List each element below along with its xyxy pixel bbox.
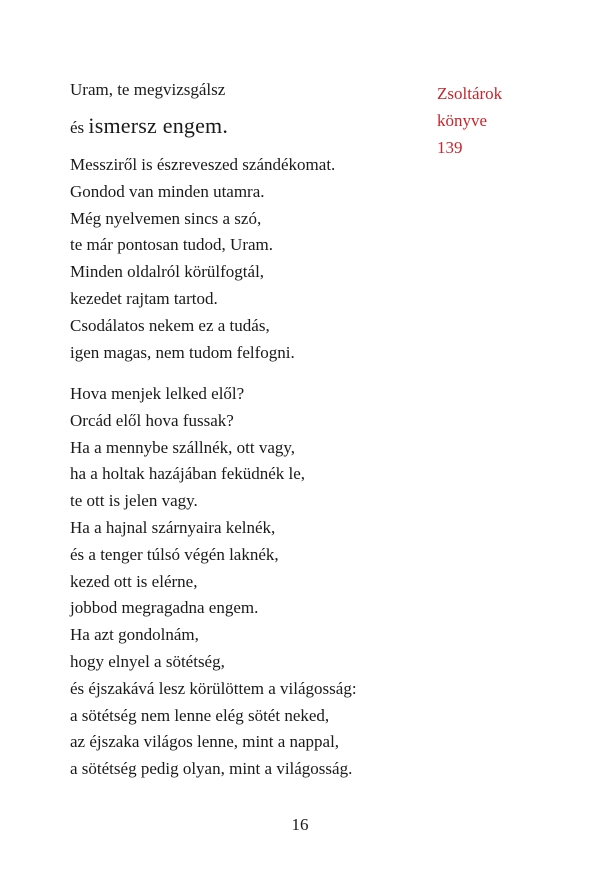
stanza-line: te már pontosan tudod, Uram. [70, 235, 274, 255]
stanza-line: és éjszakává lesz körülöttem a világosság: [70, 678, 357, 698]
psalm-title-line-2: könyve [437, 111, 488, 130]
stanza-line: Ha a hajnal szárnyaira kelnék, [70, 517, 276, 537]
stanza-line: Minden oldalról körülfogtál, [70, 262, 265, 282]
stanza-line: Ha azt gondolnám, [70, 625, 199, 645]
heading-line-2-prefix: és [70, 118, 85, 137]
stanza-line: a sötétség nem lenne elég sötét neked, [70, 705, 330, 725]
psalm-number: 139 [437, 138, 463, 157]
heading-line-2 [70, 113, 229, 138]
heading-line-2-main: ismersz engem. [88, 113, 229, 138]
stanza-line: és a tenger túlsó végén laknék, [70, 544, 279, 564]
stanza-line: a sötétség pedig olyan, mint a világosság. [70, 759, 353, 779]
stanza-line: Messziről is észreveszed szándékomat. [70, 155, 336, 174]
stanza-line: te ott is jelen vagy. [70, 491, 198, 511]
stanza-line: igen magas, nem tudom felfogni. [70, 342, 295, 362]
stanza-line: Még nyelvemen sincs a szó, [70, 208, 262, 228]
psalm-title [437, 80, 567, 161]
stanza-line: hogy elnyel a sötétség, [70, 651, 225, 671]
stanza-line: Gondod van minden utamra. [70, 181, 265, 201]
stanza-line: Orcád elől hova fussak? [70, 410, 234, 430]
stanza-line: Csodálatos nekem ez a tudás, [70, 315, 270, 335]
stanza-line: az éjszaka világos lenne, mint a nappal, [70, 732, 340, 752]
stanza-line: kezedet rajtam tartod. [70, 288, 218, 308]
stanza-line: kezed ott is elérne, [70, 571, 198, 591]
page-number: 16 [291, 815, 309, 834]
stanza-1 [70, 152, 530, 366]
heading-line-1: Uram, te megvizsgálsz [70, 80, 226, 99]
stanza-2 [70, 381, 530, 783]
stanza-line: Ha a mennybe szállnék, ott vagy, [70, 437, 296, 457]
stanza-line: ha a holtak hazájában feküdnék le, [70, 464, 306, 484]
stanza-line: Hova menjek lelked elől? [70, 384, 245, 403]
psalm-title-line-1: Zsoltárok [437, 84, 503, 103]
stanza-line: jobbod megragadna engem. [70, 598, 259, 618]
